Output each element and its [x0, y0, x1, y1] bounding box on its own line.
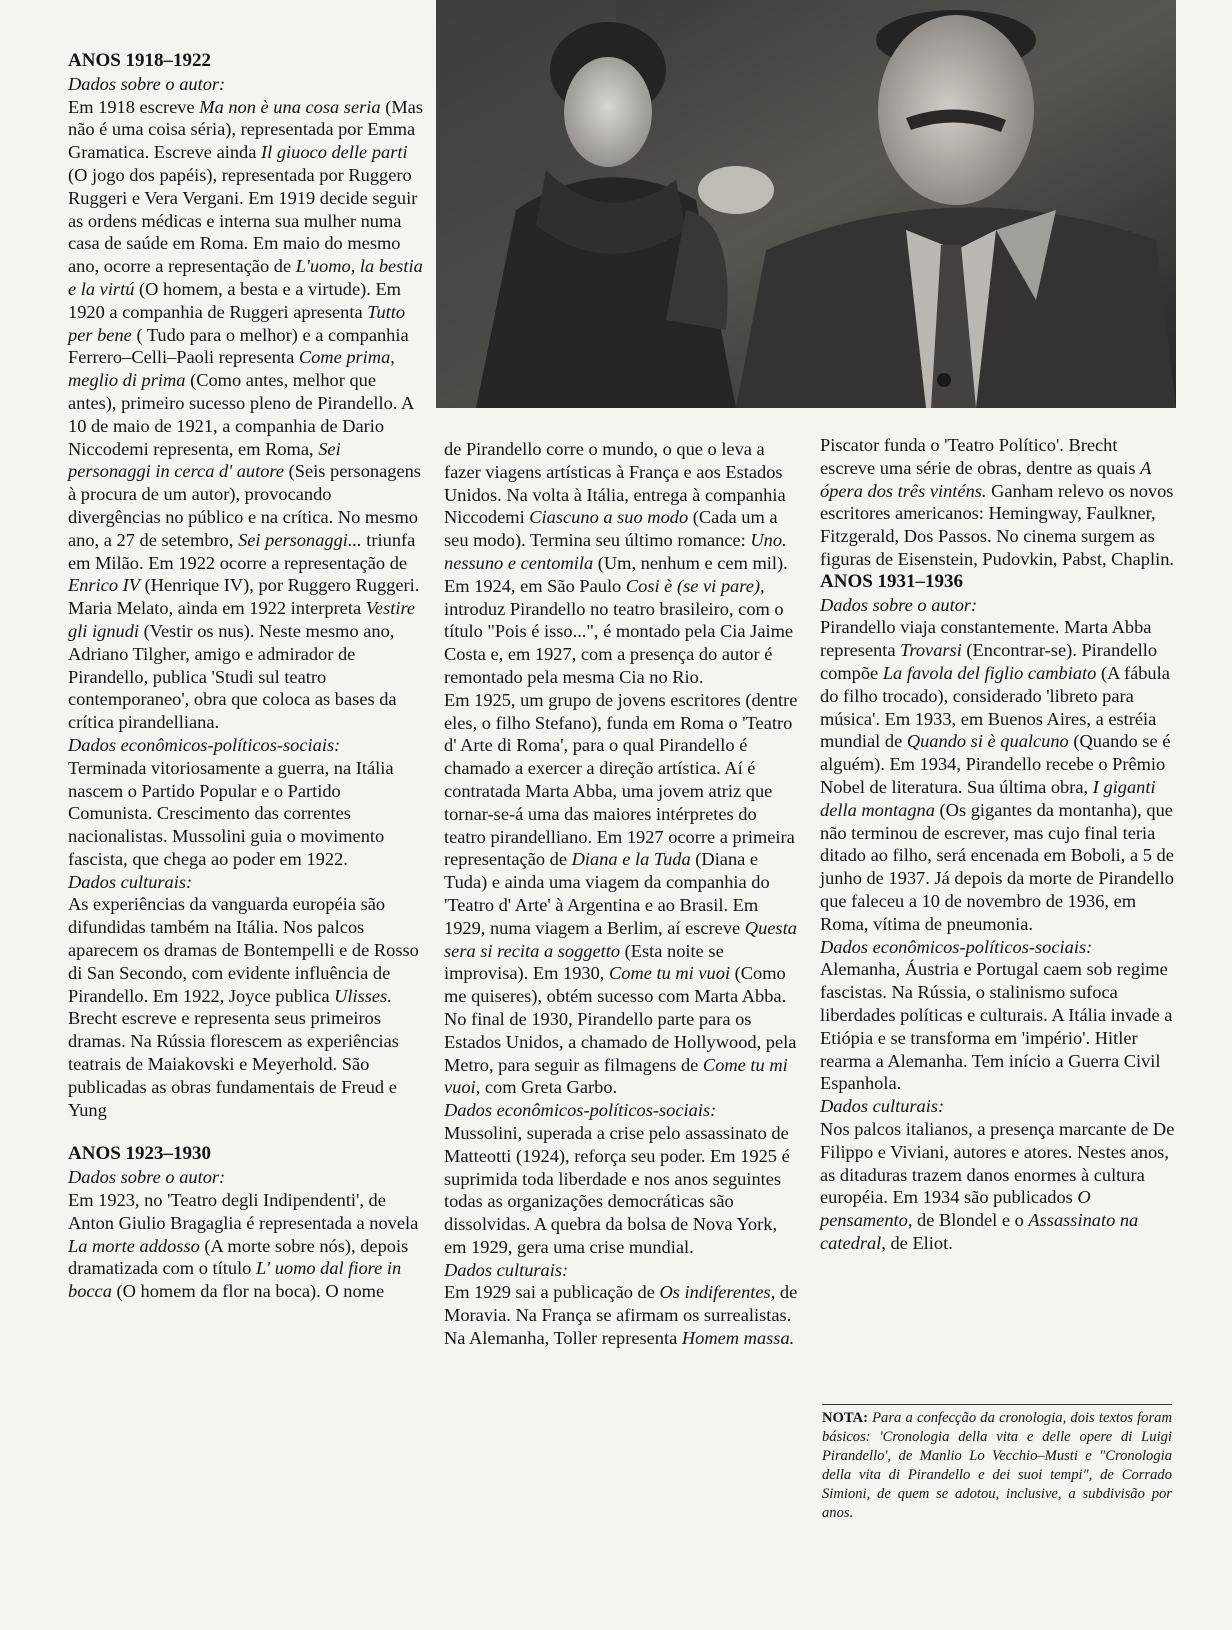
- section-heading-1923-1930: ANOS 1923–1930: [68, 1143, 212, 1165]
- italic-title: Diana e la Tuda: [571, 849, 691, 870]
- column-left: [68, 50, 423, 1303]
- italic-title: Uno. nessuno e centomila: [444, 530, 787, 573]
- italic-title: Sei personaggi in cerca d' autore: [68, 438, 341, 482]
- italic-title: Assassinato na catedral,: [820, 1210, 1139, 1253]
- paragraph: Piscator funda o 'Teatro Político'. Brecht escreve uma série de obras, dentre as quais A ópera dos três vinténs. Ganham relevo os novos escritores americanos: Hemingway, Faulkner, Fitzgerald, Dos Passos. No cinema surgem as figuras de Eisenstein, Pudovkin, Pabst, Chaplin.: [820, 435, 1174, 569]
- subheading-culturais: Dados culturais:: [68, 871, 193, 892]
- italic-title: Sei personaggi...: [238, 529, 362, 550]
- italic-title: Enrico IV: [68, 575, 141, 596]
- paragraph: Em 1918 escreve Ma non è una cosa seria (Mas não é uma coisa séria), representada por Emma Gramatica. Escreve ainda Il giuoco delle parti (O jogo dos papéis), representada por Ruggero Ruggeri e Vera Vergani. Em 1919 decide seguir as ordens médicas e interna sua mulher numa casa de saúde em Roma. Em maio do mesmo ano, ocorre a representação de L'uomo, la bestia e la virtú (O homem, a besta e a virtude). Em 1920 a companhia de Ruggeri apresenta Tutto per bene ( Tudo para o melhor) e a companhia Ferrero–Celli–Paoli representa Come prima, meglio di prima (Como antes, melhor que antes), primeiro sucesso pleno de Pirandello. A 10 de maio de 1921, a companhia de Dario Niccodemi representa, em Roma, Sei personaggi in cerca d' autore (Seis personagens à procura de um autor), provocando divergências no público e na crítica. No mesmo ano, a 27 de setembro, Sei personaggi... triunfa em Milão. Em 1922 ocorre a representação de Enrico IV (Henrique IV), por Ruggero Ruggeri. Maria Melato, ainda em 1922 interpreta Vestire gli ignudi (Vestir os nus). Neste mesmo ano, Adriano Tilgher, amigo e admirador de Pirandello, publica 'Studi sul teatro contemporaneo', obra que coloca as bases da crítica pirandelliana.: [68, 96, 423, 733]
- italic-title: Come tu mi vuoi,: [444, 1054, 788, 1098]
- subheading-culturais: Dados culturais:: [444, 1259, 569, 1280]
- paragraph: Em 1925, um grupo de jovens escritores (dentre eles, o filho Stefano), funda em Roma o 'Teatro d' Arte di Roma', para o qual Pirandello é chamado a exercer a direção artística. Aí é contratada Marta Abba, uma jovem atriz que tornar-se-á uma das maiores intérpretes do teatro pirandelliano. Em 1927 ocorre a primeira representação de Diana e la Tuda (Diana e Tuda) e ainda uma viagem da companhia do 'Teatro d' Arte' à Argentina e ao Brasil. Em 1929, numa viagem a Berlim, aí escreve Questa sera si recita a soggetto (Esta noite se improvisa). Em 1930, Come tu mi vuoi (Como me quiseres), obtém sucesso com Marta Abba. No final de 1930, Pirandello parte para os Estados Unidos, a chamado de Hollywood, pela Metro, para seguir as filmagens de Come tu mi vuoi, com Greta Garbo.: [444, 689, 798, 1098]
- italic-title: Cosi è (se vi pare),: [625, 575, 765, 596]
- italic-title: Ciascuno a suo modo: [529, 507, 689, 528]
- paragraph: Nos palcos italianos, a presença marcante de De Filippo e Viviani, autores e atores. Nestes anos, as ditaduras trazem danos enormes à cultura européia. Em 1934 são publicados O pensamento, de Blondel e o Assassinato na catedral, de Eliot.: [820, 1118, 1175, 1253]
- italic-title: La favola del figlio cambiato: [882, 662, 1097, 683]
- italic-title: Quando si è qualcuno: [906, 731, 1069, 752]
- italic-title: Il giuoco delle parti: [261, 142, 408, 163]
- italic-title: Come prima, meglio di prima: [68, 347, 395, 391]
- stage-photo: [436, 0, 1176, 408]
- italic-title: Ma non è una cosa seria: [199, 96, 381, 117]
- paragraph: Alemanha, Áustria e Portugal caem sob regime fascistas. Na Rússia, o stalinismo sufoca liberdades políticas e culturais. A Itália invade a Etiópia e se transforma em 'império'. Hitler rearma a Alemanha. Tem início a Guerra Civil Espanhola.: [820, 959, 1173, 1094]
- section-heading-1931-1936: ANOS 1931–1936: [820, 570, 964, 592]
- italic-title: L'uomo, la bestia e la virtú: [68, 256, 423, 299]
- italic-title: Homem massa.: [681, 1328, 795, 1349]
- italic-title: O pensamento,: [820, 1187, 1091, 1231]
- footnote-text: Para a confecção da cronologia, dois textos foram básicos: 'Cronologia della vita e delle opere di Luigi Pirandello', de Manlio Lo Vecchio–Musti e "Cronologia della vita di Pirandello e dei suoi tempi", de Corrado Simioni, de quem se adotou, inclusive, a subdivisão por anos.: [822, 1410, 1172, 1521]
- section-heading-1918-1922: ANOS 1918–1922: [68, 50, 212, 71]
- column-right: [820, 434, 1175, 1255]
- subheading-autor: Dados sobre o autor:: [68, 73, 226, 94]
- subheading-autor: Dados sobre o autor:: [820, 594, 978, 615]
- italic-title: Come tu mi vuoi: [609, 963, 731, 984]
- stage-photo-image: [436, 0, 1176, 408]
- italic-title: Ulisses.: [334, 985, 392, 1006]
- italic-title: I giganti della montagna: [820, 776, 1156, 820]
- italic-title: A ópera dos três vinténs.: [820, 457, 1152, 501]
- italic-title: Trovarsi: [900, 640, 962, 661]
- italic-title: Tutto per bene: [68, 301, 406, 345]
- subheading-economicos: Dados econômicos-políticos-sociais:: [820, 936, 1093, 957]
- subheading-economicos: Dados econômicos-políticos-sociais:: [68, 734, 341, 755]
- footnote: [822, 1404, 1172, 1523]
- paragraph: de Pirandello corre o mundo, o que o leva a fazer viagens artísticas à França e aos Estados Unidos. Na volta à Itália, entrega à companhia Niccodemi Ciascuno a suo modo (Cada um a seu modo). Termina seu último romance: Uno. nessuno e centomila (Um, nenhum e cem mil). Em 1924, em São Paulo Cosi è (se vi pare), introduz Pirandello no teatro brasileiro, com o título "Pois é isso...", é montado pela Cia Jaime Costa e, em 1927, com a presença do autor é remontado pela mesma Cia no Rio.: [444, 439, 794, 687]
- paragraph: Em 1929 sai a publicação de Os indiferentes, de Moravia. Na França se afirmam os surrealistas. Na Alemanha, Toller representa Homem massa.: [444, 1282, 798, 1349]
- paragraph: Pirandello viaja constantemente. Marta Abba representa Trovarsi (Encontrar-se). Pirandello compõe La favola del figlio cambiato (A fábula do filho trocado), considerado 'libreto para música'. Em 1933, em Buenos Aires, a estréia mundial de Quando si è qualcuno (Quando se é alguém). Em 1934, Pirandello recebe o Prêmio Nobel de literatura. Sua última obra, I giganti della montagna (Os gigantes da montanha), que não terminou de escrever, mas cujo final teria ditado ao filho, será encenada em Boboli, a 5 de junho de 1937. Já depois da morte de Pirandello que faleceu a 10 de novembro de 1936, em Roma, vítima de pneumonia.: [820, 617, 1174, 934]
- subheading-autor: Dados sobre o autor:: [68, 1167, 226, 1188]
- italic-title: L' uomo dal fiore in bocca: [68, 1258, 402, 1302]
- paragraph: As experiências da vanguarda européia são difundidas também na Itália. Nos palcos aparecem os dramas de Bontempelli e de Rosso di San Secondo, com evidente influência de Pirandello. Em 1922, Joyce publica Ulisses. Brecht escreve e representa seus primeiros dramas. Na Rússia florescem as experiências teatrais de Maiakovski e Meyerhold. São publicadas as obras fundamentais de Freud e Yung: [68, 894, 419, 1120]
- italic-title: Questa sera si recita a soggetto: [444, 917, 797, 961]
- footnote-label: NOTA:: [822, 1410, 868, 1426]
- paragraph: Mussolini, superada a crise pelo assassinato de Matteotti (1924), reforça seu poder. Em 1925 é suprimida toda liberdade e nos anos seguintes todas as organizações democráticas são dissolvidas. A quebra da bolsa de Nova York, em 1929, gera uma crise mundial.: [444, 1122, 790, 1257]
- column-middle: [444, 438, 802, 1350]
- paragraph: Terminada vitoriosamente a guerra, na Itália nascem o Partido Popular e o Partido Comunista. Crescimento das correntes nacionalistas. Mussolini guia o movimento fascista, que chega ao poder em 1922.: [68, 757, 394, 869]
- italic-title: La morte addosso: [68, 1235, 200, 1256]
- italic-title: Vestire gli ignudi: [68, 598, 416, 641]
- paragraph: Em 1923, no 'Teatro degli Indipendenti', de Anton Giulio Bragaglia é representada a novela La morte addosso (A morte sobre nós), depois dramatizada com o título L' uomo dal fiore in bocca (O homem da flor na boca). O nome: [68, 1190, 419, 1302]
- subheading-culturais: Dados culturais:: [820, 1096, 945, 1117]
- subheading-economicos: Dados econômicos-políticos-sociais:: [444, 1100, 717, 1121]
- italic-title: Os indiferentes,: [659, 1282, 776, 1303]
